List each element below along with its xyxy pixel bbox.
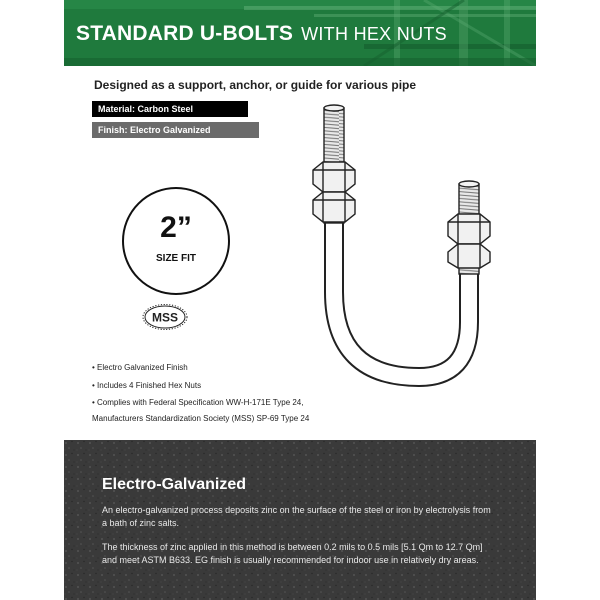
list-item: Manufacturers Standardization Society (MSS) SP-69 Type 24 (92, 413, 310, 423)
size-value: 2” (160, 211, 192, 244)
u-bolt-illustration-icon (299, 92, 499, 392)
title-light: WITH HEX NUTS (301, 24, 447, 44)
finish-tag: Finish: Electro Galvanized (92, 122, 259, 138)
feature-list (92, 363, 309, 431)
section-heading: Electro-Galvanized (102, 476, 247, 493)
material-tag: Material: Carbon Steel (92, 101, 248, 117)
mss-logo-icon (142, 304, 188, 330)
list-item: • Electro Galvanized Finish (92, 363, 188, 372)
section-paragraph-2: The thickness of zinc applied in this method is between 0.2 mils to 0.5 mils [5.1 Qm to 12.7 Qm] and meet ASTM B633. EG finish is usually recommended for indoor use in relatively dry areas. (102, 542, 483, 565)
list-item: • Complies with Federal Specification WW-H-171E Type 24, (92, 398, 304, 407)
size-badge (122, 187, 230, 295)
page-title (76, 22, 447, 46)
header-banner (64, 0, 536, 66)
size-label: SIZE FIT (156, 253, 196, 264)
subtitle: Designed as a support, anchor, or guide for various pipe (94, 78, 417, 92)
title-bold: STANDARD U-BOLTS (76, 22, 294, 45)
list-item: • Includes 4 Finished Hex Nuts (92, 380, 202, 390)
mss-logo-text: MSS (151, 310, 179, 325)
section-paragraph-1: An electro-galvanized process deposits zinc on the surface of the steel or iron by electrolysis from a bath of zinc salts. (102, 505, 491, 528)
electro-galvanized-section (64, 440, 536, 600)
product-sheet (64, 0, 536, 600)
